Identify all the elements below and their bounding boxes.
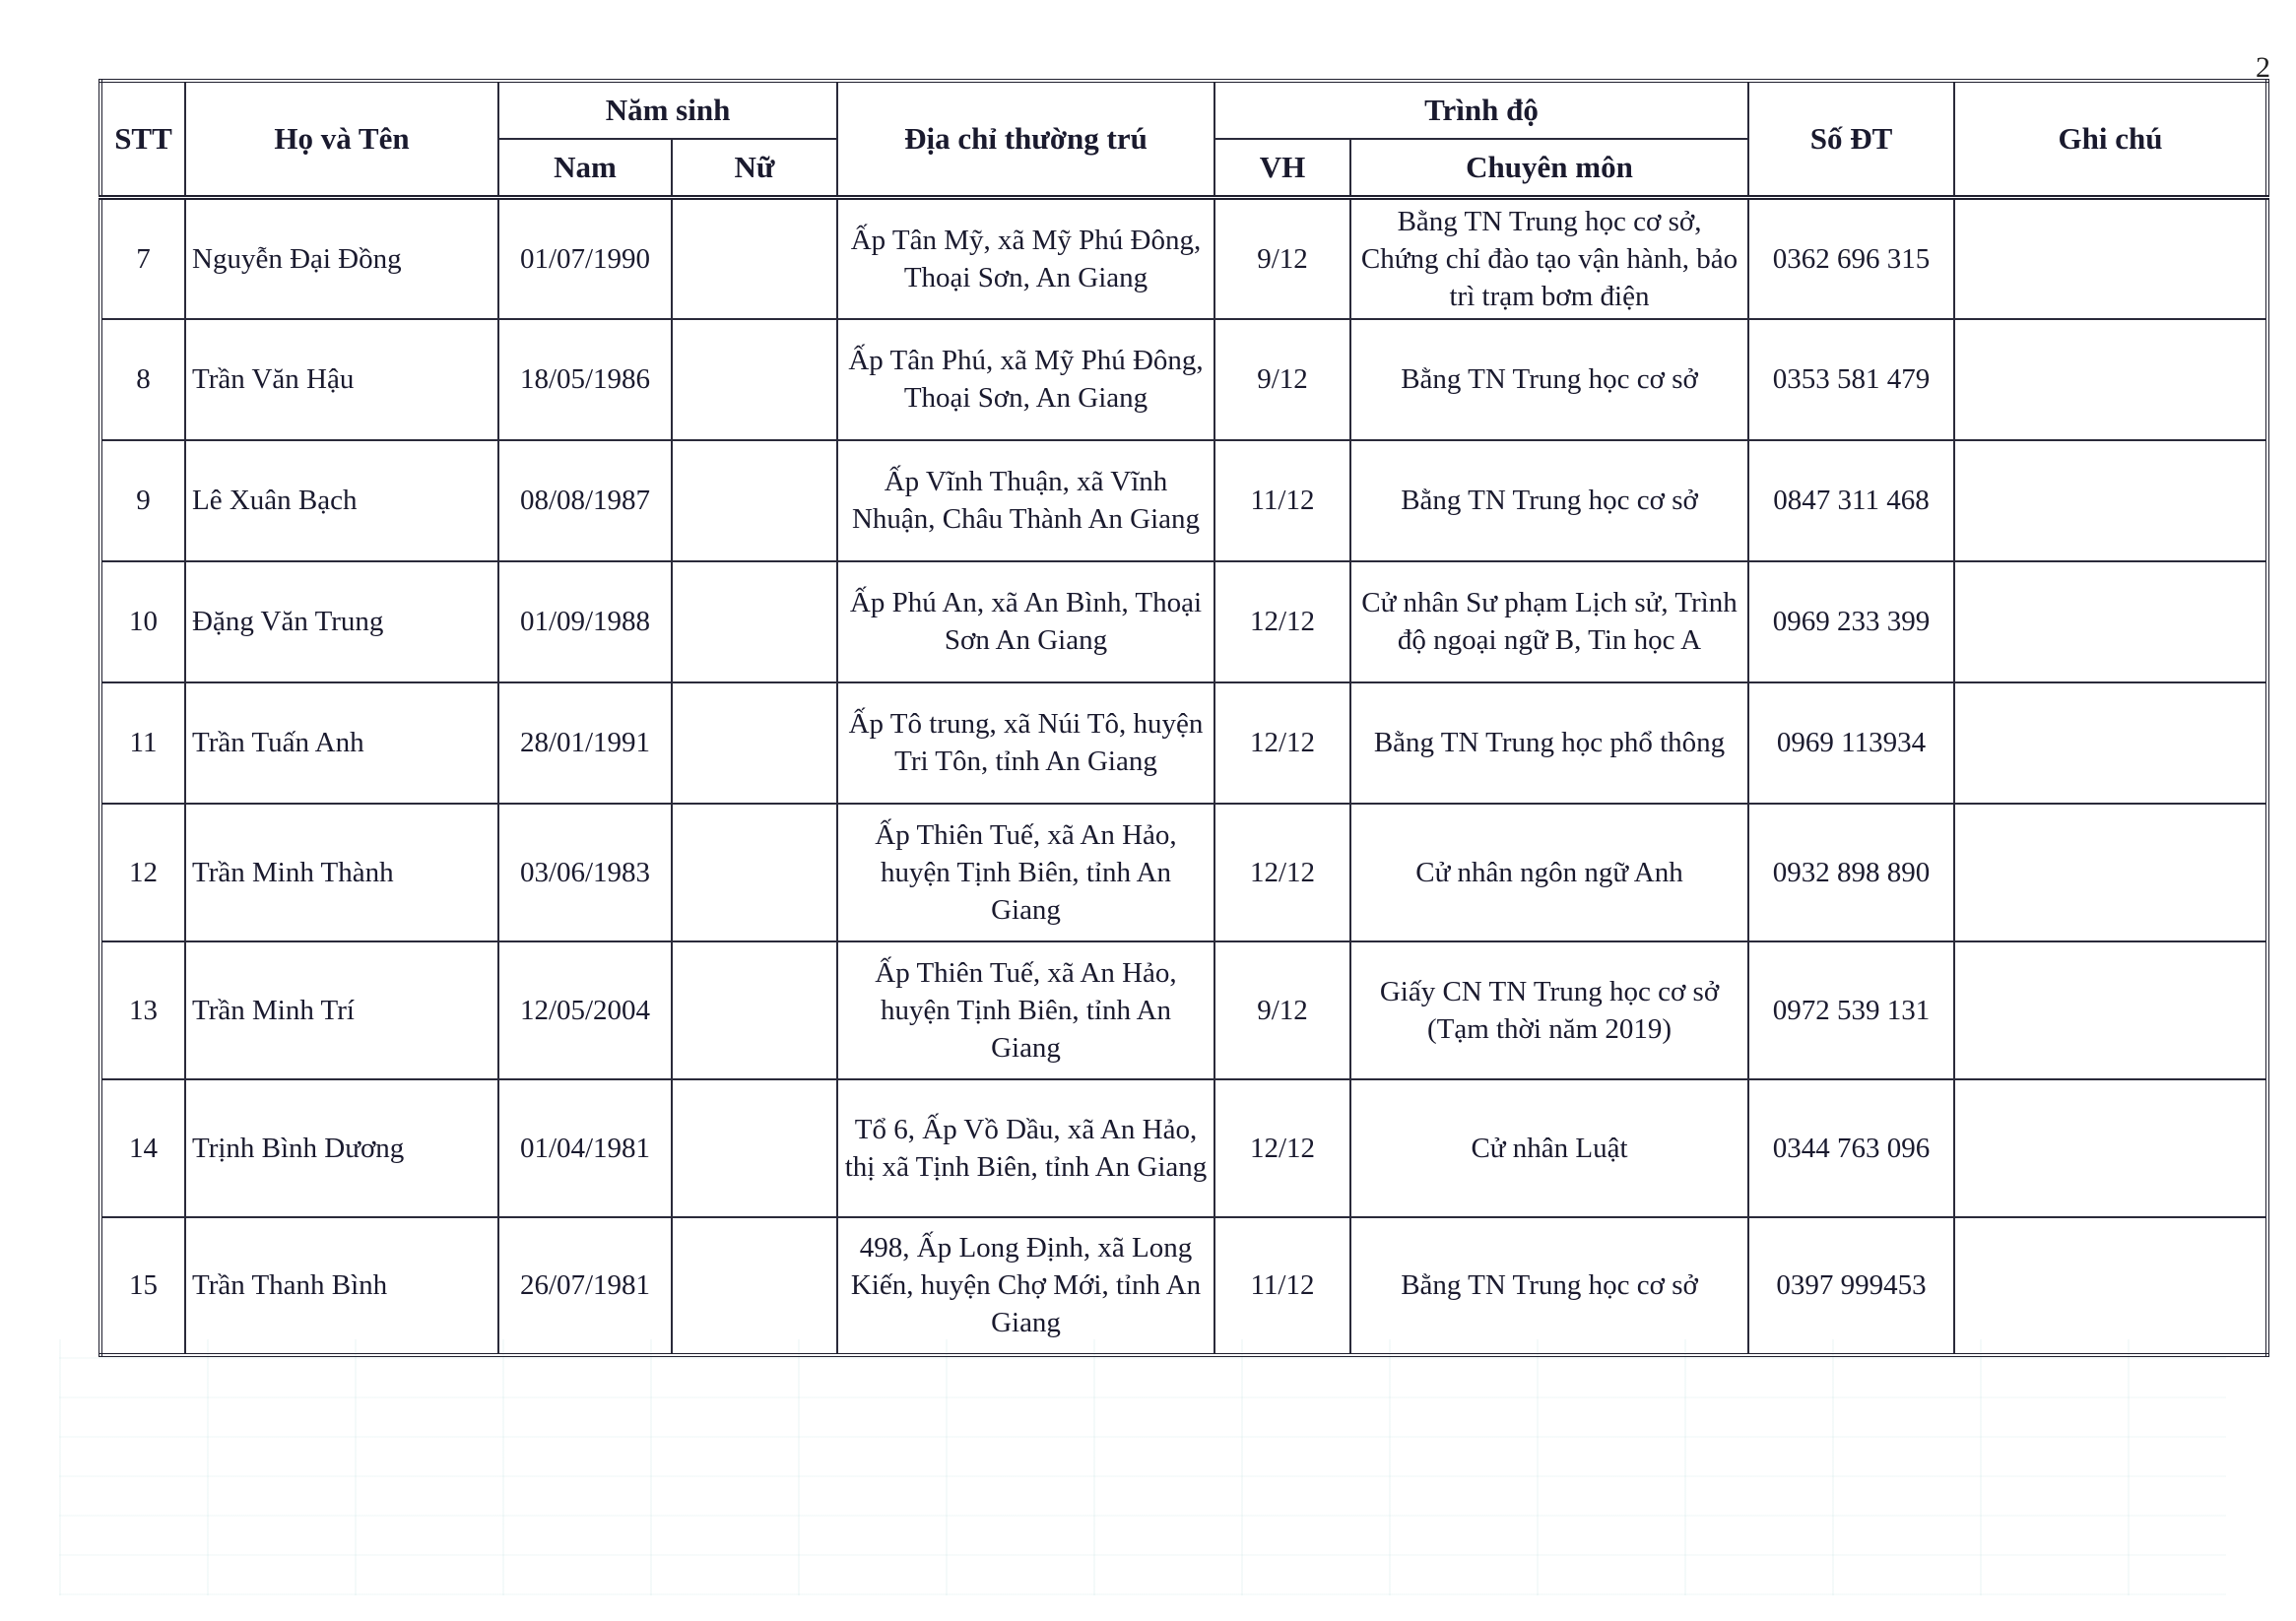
table-row (100, 1079, 2267, 1217)
cell-name: Nguyễn Đại Đồng (185, 198, 498, 319)
cell-name: Trần Thanh Bình (185, 1217, 498, 1355)
cell-phone: 0362 696 315 (1748, 198, 1954, 319)
cell-nam: 26/07/1981 (498, 1217, 672, 1355)
cell-nam: 28/01/1991 (498, 682, 672, 804)
cell-phone: 0969 113934 (1748, 682, 1954, 804)
cell-address: Ấp Tân Mỹ, xã Mỹ Phú Đông, Thoại Sơn, An Giang (837, 198, 1214, 319)
cell-name: Trịnh Bình Dương (185, 1079, 498, 1217)
cell-chuyen-mon: Bằng TN Trung học cơ sở, Chứng chỉ đào tạo vận hành, bảo trì trạm bơm điện (1350, 198, 1748, 319)
cell-nam: 01/04/1981 (498, 1079, 672, 1217)
cell-nam: 12/05/2004 (498, 941, 672, 1079)
cell-chuyen-mon: Bằng TN Trung học cơ sở (1350, 440, 1748, 561)
cell-nam: 01/09/1988 (498, 561, 672, 682)
cell-phone: 0344 763 096 (1748, 1079, 1954, 1217)
cell-nu (672, 941, 837, 1079)
cell-chuyen-mon: Cử nhân ngôn ngữ Anh (1350, 804, 1748, 941)
header-nam-sinh: Năm sinh (498, 81, 837, 139)
header-trinh-do: Trình độ (1214, 81, 1748, 139)
cell-name: Trần Tuấn Anh (185, 682, 498, 804)
header-ho-va-ten: Họ và Tên (185, 81, 498, 198)
page-number: 2 (2256, 51, 2270, 84)
header-nam: Nam (498, 139, 672, 198)
cell-stt: 13 (100, 941, 185, 1079)
cell-chuyen-mon: Cử nhân Sư phạm Lịch sử, Trình độ ngoại ngữ B, Tin học A (1350, 561, 1748, 682)
cell-nam: 08/08/1987 (498, 440, 672, 561)
table-header (100, 81, 2267, 198)
cell-chuyen-mon: Bằng TN Trung học cơ sở (1350, 319, 1748, 440)
cell-stt: 9 (100, 440, 185, 561)
cell-vh: 12/12 (1214, 804, 1350, 941)
cell-nu (672, 319, 837, 440)
header-dia-chi: Địa chỉ thường trú (837, 81, 1214, 198)
cell-phone: 0932 898 890 (1748, 804, 1954, 941)
table-body (100, 198, 2267, 1355)
table-row (100, 1217, 2267, 1355)
cell-name: Trần Văn Hậu (185, 319, 498, 440)
cell-chuyen-mon: Bằng TN Trung học cơ sở (1350, 1217, 1748, 1355)
cell-note (1954, 804, 2267, 941)
cell-stt: 12 (100, 804, 185, 941)
cell-address: Tổ 6, Ấp Vồ Dầu, xã An Hảo, thị xã Tịnh Biên, tỉnh An Giang (837, 1079, 1214, 1217)
cell-note (1954, 682, 2267, 804)
table-row (100, 561, 2267, 682)
header-stt: STT (100, 81, 185, 198)
cell-stt: 14 (100, 1079, 185, 1217)
staff-table (98, 79, 2269, 1357)
cell-vh: 11/12 (1214, 1217, 1350, 1355)
table-row (100, 198, 2267, 319)
cell-phone: 0847 311 468 (1748, 440, 1954, 561)
cell-note (1954, 440, 2267, 561)
cell-nam: 03/06/1983 (498, 804, 672, 941)
cell-vh: 11/12 (1214, 440, 1350, 561)
cell-phone: 0969 233 399 (1748, 561, 1954, 682)
cell-note (1954, 198, 2267, 319)
cell-address: Ấp Phú An, xã An Bình, Thoại Sơn An Giang (837, 561, 1214, 682)
cell-nu (672, 561, 837, 682)
cell-nam: 18/05/1986 (498, 319, 672, 440)
cell-nu (672, 1079, 837, 1217)
cell-address: Ấp Tân Phú, xã Mỹ Phú Đông, Thoại Sơn, An Giang (837, 319, 1214, 440)
cell-vh: 9/12 (1214, 198, 1350, 319)
header-chuyen-mon: Chuyên môn (1350, 139, 1748, 198)
table-row (100, 682, 2267, 804)
cell-vh: 12/12 (1214, 682, 1350, 804)
header-nu: Nữ (672, 139, 837, 198)
cell-phone: 0353 581 479 (1748, 319, 1954, 440)
header-row-1 (100, 81, 2267, 139)
cell-note (1954, 319, 2267, 440)
cell-nu (672, 1217, 837, 1355)
cell-phone: 0972 539 131 (1748, 941, 1954, 1079)
cell-vh: 12/12 (1214, 561, 1350, 682)
cell-address: Ấp Thiên Tuế, xã An Hảo, huyện Tịnh Biên, tỉnh An Giang (837, 941, 1214, 1079)
cell-nu (672, 440, 837, 561)
cell-nam: 01/07/1990 (498, 198, 672, 319)
cell-note (1954, 561, 2267, 682)
table-row (100, 319, 2267, 440)
table-row (100, 440, 2267, 561)
header-so-dt: Số ĐT (1748, 81, 1954, 198)
cell-address: Ấp Thiên Tuế, xã An Hảo, huyện Tịnh Biên, tỉnh An Giang (837, 804, 1214, 941)
cell-name: Đặng Văn Trung (185, 561, 498, 682)
cell-stt: 8 (100, 319, 185, 440)
scan-background (59, 1339, 2226, 1595)
cell-vh: 9/12 (1214, 941, 1350, 1079)
cell-address: 498, Ấp Long Định, xã Long Kiến, huyện Chợ Mới, tỉnh An Giang (837, 1217, 1214, 1355)
cell-nu (672, 198, 837, 319)
cell-stt: 11 (100, 682, 185, 804)
cell-stt: 7 (100, 198, 185, 319)
cell-nu (672, 682, 837, 804)
cell-chuyen-mon: Bằng TN Trung học phổ thông (1350, 682, 1748, 804)
cell-address: Ấp Vĩnh Thuận, xã Vĩnh Nhuận, Châu Thành An Giang (837, 440, 1214, 561)
header-vh: VH (1214, 139, 1350, 198)
cell-vh: 9/12 (1214, 319, 1350, 440)
table-row (100, 804, 2267, 941)
cell-nu (672, 804, 837, 941)
cell-note (1954, 1079, 2267, 1217)
cell-note (1954, 941, 2267, 1079)
cell-stt: 15 (100, 1217, 185, 1355)
cell-vh: 12/12 (1214, 1079, 1350, 1217)
cell-chuyen-mon: Cử nhân Luật (1350, 1079, 1748, 1217)
cell-name: Lê Xuân Bạch (185, 440, 498, 561)
cell-name: Trần Minh Trí (185, 941, 498, 1079)
cell-chuyen-mon: Giấy CN TN Trung học cơ sở (Tạm thời năm 2019) (1350, 941, 1748, 1079)
cell-note (1954, 1217, 2267, 1355)
header-ghi-chu: Ghi chú (1954, 81, 2267, 198)
cell-stt: 10 (100, 561, 185, 682)
cell-name: Trần Minh Thành (185, 804, 498, 941)
cell-address: Ấp Tô trung, xã Núi Tô, huyện Tri Tôn, tỉnh An Giang (837, 682, 1214, 804)
cell-phone: 0397 999453 (1748, 1217, 1954, 1355)
table-row (100, 941, 2267, 1079)
